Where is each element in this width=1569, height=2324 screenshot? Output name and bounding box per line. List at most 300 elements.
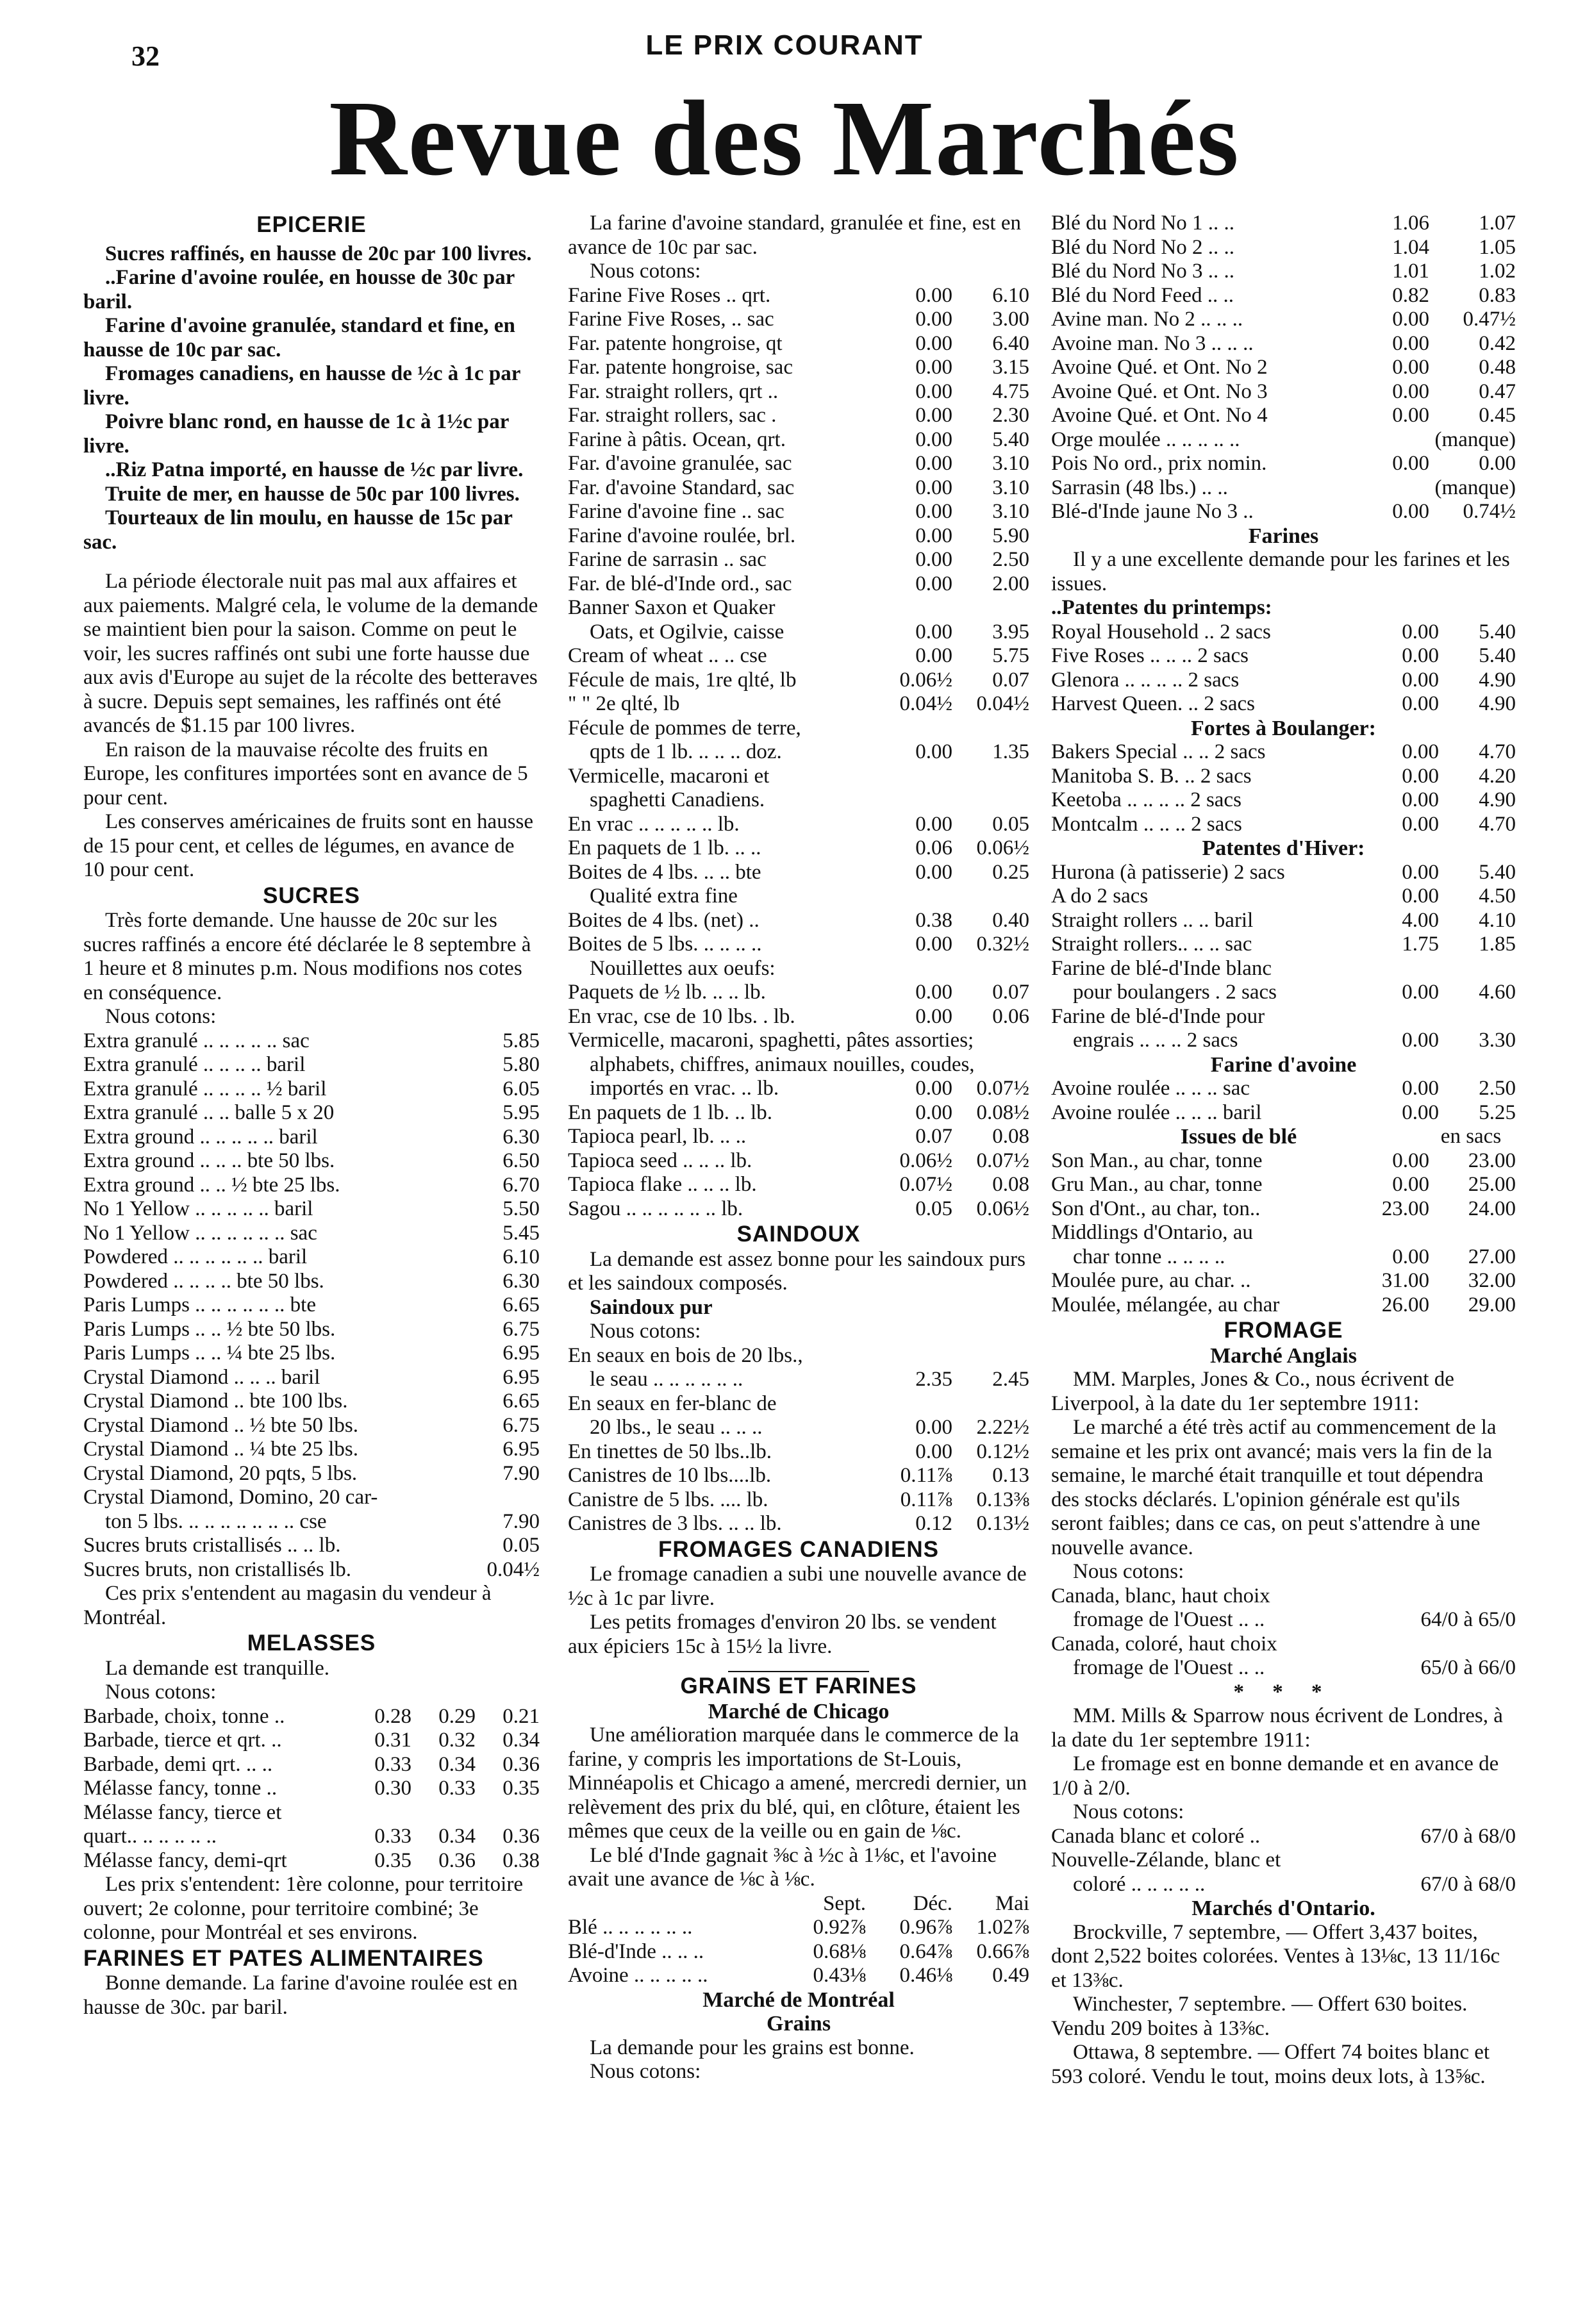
price-value: 0.13 [992, 1464, 1029, 1487]
price-label: engrais .. .. .. 2 sacs [1073, 1029, 1238, 1052]
price-value: 4.70 [1479, 812, 1516, 836]
price-row [568, 1197, 1029, 1222]
price-label: char tonne .. .. .. .. [1073, 1245, 1225, 1268]
price-value: 6.10 [992, 283, 1029, 307]
price-value: 0.00 [915, 644, 952, 667]
price-value: 0.00 [1402, 764, 1439, 788]
list-line: Banner Saxon et Quaker [568, 596, 776, 619]
price-value: 0.04½ [486, 1557, 540, 1581]
price-value: 0.00 [915, 308, 952, 331]
price-value: 0.00 [915, 933, 952, 956]
price-value: 6.50 [502, 1149, 540, 1172]
price-value: 3.95 [992, 620, 1029, 643]
price-value: 0.08½ [976, 1100, 1029, 1124]
price-value: 0.28 [374, 1704, 411, 1728]
price-row: coloré .. .. .. .. .. 67/0 à 68/0 [1073, 1872, 1516, 1896]
price-list-hiver [1051, 861, 1516, 957]
price-value: 0.00 [1392, 500, 1429, 523]
price-label: Crystal Diamond .. ½ bte 50 lbs. [83, 1413, 358, 1437]
price-value: 1.05 [1479, 235, 1516, 259]
paragraph: Bonne demande. La farine d'avoine roulée est en hausse de 30c. par baril. [83, 1971, 518, 2019]
price-value: 3.10 [992, 476, 1029, 499]
price-value: 0.07 [992, 668, 1029, 692]
price-label: Canistre de 5 lbs. .... lb. [568, 1488, 768, 1511]
price-row [568, 1440, 1029, 1465]
price-label: Sagou .. .. .. .. .. .. lb. [568, 1197, 743, 1220]
price-label: Avoine Qué. et Ont. No 3 [1051, 379, 1268, 403]
list-line: Crystal Diamond, Domino, 20 car- [83, 1486, 378, 1509]
price-value: 0.48 [1479, 356, 1516, 379]
price-label: Straight rollers.. .. .. sac [1051, 933, 1252, 956]
paragraph: La demande est tranquille. [105, 1656, 330, 1680]
price-label: Boites de 4 lbs. (net) .. [568, 908, 760, 932]
price-value: 0.21 [502, 1704, 540, 1728]
paragraph: La période électorale nuit pas mal aux affaires et aux paiements. Malgré cela, le volume de la demande se maintient bien pour la saison. Comme on peut le voir, les sucres raffinés ont subi une forte hausse due aux avis d'Europe au sujet de la récolte des betteraves à sucre. Depuis sept semaines, les raffinés ont été avancés de $1.15 par 100 livres. [83, 570, 538, 737]
price-value: 5.40 [1479, 860, 1516, 884]
price-label: Manitoba S. B. .. 2 sacs [1051, 764, 1252, 788]
price-row: fromage de l'Ouest .. .. 65/0 à 66/0 [1073, 1656, 1516, 1679]
price-value: 0.00 [1402, 1100, 1439, 1124]
paragraph: Brockville, 7 septembre, — Offert 3,437 boites, dont 2,522 boites colorées. Ventes à 13⅛c, 13 11/16c et 13⅜c. [1051, 1920, 1500, 1992]
price-list-saindoux [568, 1416, 1029, 1536]
list-line: Middlings d'Ontario, au [1051, 1221, 1253, 1244]
price-row [1051, 620, 1516, 645]
price-row [568, 692, 1029, 717]
price-label: Crystal Diamond .. bte 100 lbs. [83, 1390, 348, 1413]
price-value: 6.95 [502, 1365, 540, 1389]
price-row [568, 356, 1029, 380]
price-label: Extra granulé .. .. balle 5 x 20 [83, 1101, 335, 1124]
price-row [1051, 380, 1516, 404]
price-row [1051, 404, 1516, 428]
price-value: 5.50 [502, 1197, 540, 1220]
price-label: No 1 Yellow .. .. .. .. .. .. sac [83, 1221, 317, 1245]
price-value: 31.00 [1381, 1269, 1429, 1292]
price-value: 5.90 [992, 524, 1029, 547]
price-value: 0.35 [502, 1777, 540, 1800]
price-value: 0.00 [1392, 404, 1429, 427]
price-label: 20 lbs., le seau .. .. .. [590, 1416, 763, 1439]
news-bullet: ..Riz Patna importé, en hausse de ½c par livre. [105, 458, 524, 481]
subheading: ..Patentes du printemps: [1051, 596, 1272, 619]
price-value: 5.85 [502, 1029, 540, 1052]
price-row [1051, 1077, 1516, 1101]
price-label: Farine Five Roses .. qrt. [568, 283, 771, 307]
price-value: 0.00 [915, 620, 952, 643]
subheading-ontario: Marchés d'Ontario. [1191, 1897, 1375, 1920]
price-list-melasses [83, 1705, 540, 1801]
price-row [83, 1341, 540, 1366]
list-line: Nouillettes aux oeufs: [590, 956, 776, 980]
price-value: 2.50 [1479, 1077, 1516, 1100]
price-label: Farine de sarrasin .. sac [568, 548, 767, 571]
price-value: 0.08 [992, 1173, 1029, 1196]
price-value: 0.04½ [976, 692, 1029, 715]
price-row [568, 284, 1029, 308]
price-row [568, 1416, 1029, 1440]
price-label: A do 2 sacs [1051, 884, 1149, 908]
price-value: 0.00 [915, 331, 952, 355]
price-row [568, 836, 1029, 861]
price-row [1051, 981, 1516, 1005]
price-row [1051, 740, 1516, 765]
price-value: 24.00 [1468, 1197, 1516, 1220]
price-value: 0.00 [915, 427, 952, 451]
price-row [83, 1077, 540, 1102]
list-line: spaghetti Canadiens. [590, 788, 765, 811]
price-row [1051, 765, 1516, 789]
price-label: Far. straight rollers, sac . [568, 404, 777, 427]
price-label: Farine d'avoine fine .. sac [568, 500, 785, 523]
list-line: En seaux en fer-blanc de [568, 1391, 777, 1415]
price-value: 0.36 [502, 1825, 540, 1848]
price-row [83, 1174, 540, 1198]
price-list-bruts [83, 1534, 540, 1582]
section-heading-grains: GRAINS ET FARINES [680, 1673, 917, 1698]
price-value: (manque) [1434, 476, 1516, 499]
price-value: 0.00 [1479, 452, 1516, 475]
price-label: pour boulangers . 2 sacs [1073, 981, 1277, 1004]
price-value: 0.33 [374, 1825, 411, 1848]
price-label: Sarrasin (48 lbs.) .. .. [1051, 476, 1228, 499]
price-value: 0.00 [1402, 740, 1439, 763]
price-label: Extra ground .. .. .. .. .. baril [83, 1125, 318, 1149]
price-label: Boites de 4 lbs. .. .. bte [568, 860, 761, 884]
price-value: 1.75 [1402, 933, 1439, 956]
price-value: 0.00 [1392, 356, 1429, 379]
price-row [1051, 692, 1516, 717]
price-row [568, 1005, 1029, 1029]
price-value: 0.00 [1402, 668, 1439, 692]
price-label: Blé-d'Inde jaune No 3 .. [1051, 500, 1254, 523]
price-row: Canada blanc et coloré .. 67/0 à 68/0 [1051, 1824, 1516, 1848]
price-label: Crystal Diamond, 20 pqts, 5 lbs. [83, 1461, 358, 1485]
price-value: 2.50 [992, 548, 1029, 571]
price-row [1051, 1029, 1516, 1053]
price-value: 0.06 [992, 1004, 1029, 1028]
section-heading-sucres: SUCRES [263, 883, 360, 908]
page-title: Revue des Marchés [329, 79, 1240, 198]
price-value: 4.90 [1479, 692, 1516, 715]
price-value: 5.95 [502, 1101, 540, 1124]
price-row [568, 1125, 1029, 1149]
price-value: 4.50 [1479, 884, 1516, 908]
price-label: Crystal Diamond .. ¼ bte 25 lbs. [83, 1438, 358, 1461]
price-label: Royal Household .. 2 sacs [1051, 620, 1271, 643]
price-value: 0.25 [992, 860, 1029, 884]
nous-cotons: Nous cotons: [1073, 1800, 1184, 1823]
list-line: Farine de blé-d'Inde pour [1051, 1004, 1265, 1028]
price-value: 0.13½ [976, 1512, 1029, 1535]
section-heading-saindoux: SAINDOUX [736, 1222, 861, 1247]
paragraph: Les prix s'entendent: 1ère colonne, pour territoire ouvert; 2e colonne, pour territoire combiné; 3e colonne, pour Montréal et ses environs. [83, 1873, 523, 1944]
price-value: 0.00 [1392, 379, 1429, 403]
price-value: 4.90 [1479, 668, 1516, 692]
price-value: 0.00 [915, 452, 952, 475]
price-value: 0.47½ [1463, 308, 1516, 331]
price-value [1352, 428, 1429, 452]
price-value: 0.35 [374, 1848, 411, 1872]
price-value: 0.36 [502, 1752, 540, 1776]
price-label: Blé du Nord No 1 .. .. [1051, 212, 1234, 235]
price-value: 5.75 [992, 644, 1029, 667]
price-list-farines-2 [568, 620, 1029, 717]
price-value: 0.00 [915, 356, 952, 379]
price-label: Glenora .. .. .. .. 2 sacs [1051, 668, 1240, 692]
paragraph: En raison de la mauvaise récolte des fruits en Europe, les confitures importées sont en avance de 5 pour cent. [83, 738, 528, 809]
price-value: 0.11⅞ [900, 1464, 952, 1487]
price-row [568, 740, 1029, 765]
paragraph: MM. Mills & Sparrow nous écrivent de Londres, à la date du 1er septembre 1911: [1051, 1704, 1503, 1752]
price-row: ton 5 lbs. .. .. .. .. .. .. .. cse 7.90 [105, 1509, 540, 1533]
price-value: 0.66⅞ [976, 1939, 1029, 1963]
price-value: 6.40 [992, 331, 1029, 355]
price-value: 0.00 [1402, 981, 1439, 1004]
price-row [568, 1173, 1029, 1197]
price-row [568, 668, 1029, 693]
price-label: Sucres bruts cristallisés .. .. lb. [83, 1534, 341, 1557]
price-value: 0.68⅛ [813, 1939, 866, 1963]
price-label: Far. patente hongroise, sac [568, 356, 793, 379]
price-label: importés en vrac. .. lb. [590, 1077, 779, 1100]
price-row [1051, 452, 1516, 476]
price-row [568, 404, 1029, 428]
paragraph: MM. Marples, Jones & Co., nous écrivent de Liverpool, à la date du 1er septembre 1911: [1051, 1368, 1454, 1415]
price-value: 0.33 [438, 1777, 476, 1800]
price-row [1051, 236, 1516, 260]
price-label: Blé-d'Inde .. .. .. [568, 1939, 704, 1963]
price-label: Far. patente hongroise, qt [568, 331, 783, 355]
price-row [1051, 1269, 1516, 1293]
price-row [568, 1368, 1029, 1392]
price-value: 0.06½ [899, 1149, 952, 1172]
price-row [83, 1101, 540, 1125]
column-2 [568, 212, 1029, 2084]
price-value: 1.02⅞ [976, 1916, 1029, 1939]
price-value: 0.05 [915, 1197, 952, 1220]
separator-rule [568, 1659, 1029, 1673]
price-value: 0.32 [438, 1729, 476, 1752]
price-label: Bakers Special .. .. 2 sacs [1051, 740, 1266, 763]
price-value: 3.00 [992, 308, 1029, 331]
price-value: 0.07 [915, 1125, 952, 1148]
price-value: 4.90 [1479, 788, 1516, 811]
price-row [83, 1029, 540, 1054]
price-value: 0.92⅞ [813, 1916, 866, 1939]
price-label: Harvest Queen. .. 2 sacs [1051, 692, 1255, 715]
price-value: 0.29 [438, 1704, 476, 1728]
price-value: 0.07 [992, 981, 1029, 1004]
paragraph: La demande est assez bonne pour les saindoux purs et les saindoux composés. [568, 1247, 1025, 1295]
price-row [568, 933, 1029, 957]
price-value: 0.49 [992, 1964, 1029, 1987]
price-value: 0.07½ [899, 1173, 952, 1196]
price-row [1051, 260, 1516, 284]
price-row [568, 861, 1029, 885]
price-value: 4.00 [1402, 908, 1439, 932]
price-value: 32.00 [1468, 1269, 1516, 1292]
price-value: 0.46⅛ [899, 1964, 952, 1987]
price-value: 4.20 [1479, 764, 1516, 788]
price-row [568, 644, 1029, 668]
news-bullet: ..Farine d'avoine roulée, en housse de 30c par baril. [83, 266, 515, 313]
price-value: 0.38 [915, 908, 952, 932]
price-value: 6.65 [502, 1390, 540, 1413]
price-value: 0.00 [1402, 860, 1439, 884]
price-label: Paris Lumps .. .. ½ bte 50 lbs. [83, 1317, 336, 1341]
price-row [568, 981, 1029, 1005]
price-row [83, 1197, 540, 1222]
subheading-fortes: Fortes à Boulanger: [1191, 716, 1376, 740]
paragraph: Le fromage est en bonne demande et en avance de 1/0 à 2/0. [1051, 1752, 1499, 1800]
running-head: LE PRIX COURANT [645, 29, 924, 61]
price-value: 0.43⅛ [813, 1964, 866, 1987]
price-value: 3.30 [1479, 1029, 1516, 1052]
paragraph: La demande pour les grains est bonne. [590, 2036, 915, 2059]
price-label: Pois No ord., prix nomin. [1051, 452, 1267, 475]
price-row [1051, 332, 1516, 356]
price-value: 6.65 [502, 1293, 540, 1316]
price-value: 0.00 [1392, 308, 1429, 331]
price-row [1051, 981, 1516, 1005]
price-row [568, 308, 1029, 332]
price-value: 0.34 [438, 1752, 476, 1776]
price-value: 5.40 [1479, 620, 1516, 643]
price-row [568, 909, 1029, 933]
price-value: 23.00 [1381, 1197, 1429, 1220]
paragraph: Winchester, 7 septembre. — Offert 630 boites. Vendu 209 boites à 13⅜c. [1051, 1993, 1468, 2040]
price-row [83, 1825, 540, 1849]
price-label: Far. d'avoine Standard, sac [568, 476, 795, 499]
price-value: 0.31 [374, 1729, 411, 1752]
price-label: En paquets de 1 lb. .. lb. [568, 1100, 772, 1124]
price-value: 0.00 [915, 283, 952, 307]
price-label: Mélasse fancy, tonne .. [83, 1777, 278, 1800]
price-value: 0.06 [915, 836, 952, 859]
news-bullet: Truite de mer, en hausse de 50c par 100 livres. [105, 482, 520, 506]
price-list-issues-2 [1051, 1245, 1516, 1318]
price-row [83, 1414, 540, 1438]
price-value: 5.40 [1479, 644, 1516, 667]
price-row [1051, 1173, 1516, 1197]
price-value: 4.70 [1479, 740, 1516, 763]
price-value: 0.00 [915, 1077, 952, 1100]
price-row [568, 500, 1029, 524]
column-3 [1051, 212, 1516, 2089]
price-value: 0.96⅞ [899, 1916, 952, 1939]
nous-cotons: Nous cotons: [590, 2060, 701, 2083]
list-line: Fécule de pommes de terre, [568, 716, 801, 740]
price-label: En vrac, cse de 10 lbs. . lb. [568, 1004, 795, 1028]
price-row [1051, 1029, 1516, 1053]
price-label: Extra granulé .. .. .. .. baril [83, 1053, 306, 1076]
price-value: 0.82 [1392, 283, 1429, 307]
chicago-column-headers: Sept. Déc. Mai [823, 1891, 1029, 1915]
price-row [83, 1366, 540, 1390]
price-row [568, 524, 1029, 549]
price-row [568, 548, 1029, 572]
nous-cotons: Nous cotons: [590, 260, 701, 283]
price-value: 0.00 [1402, 1077, 1439, 1100]
price-row [83, 1245, 540, 1270]
list-line: Canada, coloré, haut choix [1051, 1632, 1277, 1656]
price-value: 0.06½ [899, 668, 952, 692]
price-label: Montcalm .. .. .. 2 sacs [1051, 812, 1242, 836]
price-label: Powdered .. .. .. .. .. .. baril [83, 1245, 308, 1268]
price-value: 1.07 [1479, 212, 1516, 235]
price-label: Hurona (à patisserie) 2 sacs [1051, 860, 1285, 884]
price-row [83, 1558, 540, 1582]
news-bullet: Poivre blanc rond, en hausse de 1c à 1½c par livre. [83, 410, 509, 458]
price-row [83, 1753, 540, 1777]
price-value: 0.45 [1479, 404, 1516, 427]
nous-cotons: Nous cotons: [105, 1681, 217, 1704]
price-value: 0.00 [1402, 644, 1439, 667]
price-row [1051, 212, 1516, 236]
price-row [1051, 884, 1516, 909]
price-row [568, 1149, 1029, 1174]
price-value: 6.95 [502, 1438, 540, 1461]
price-value: 0.00 [915, 860, 952, 884]
price-label: qpts de 1 lb. .. .. .. doz. [590, 740, 782, 763]
price-label: " " 2e qlté, lb [568, 692, 680, 715]
price-value: 0.32½ [976, 933, 1029, 956]
price-row [1051, 909, 1516, 933]
price-row [1051, 788, 1516, 813]
price-value: 6.05 [502, 1077, 540, 1100]
price-label: Orge moulée .. .. .. .. .. [1051, 427, 1240, 451]
price-label: En tinettes de 50 lbs..lb. [568, 1440, 772, 1463]
nous-cotons: Nous cotons: [590, 1320, 701, 1343]
price-value: 0.08 [992, 1125, 1029, 1148]
price-list-avoine [1051, 1077, 1516, 1125]
price-value: 0.00 [1392, 1149, 1429, 1172]
price-label: Farine Five Roses, .. sac [568, 308, 774, 331]
price-value: 0.06½ [976, 836, 1029, 859]
price-value: 0.00 [1402, 692, 1439, 715]
paragraph: Ottawa, 8 septembre. — Offert 74 boites blanc et 593 coloré. Vendu le tout, moins deux lots, à 13⅝c. [1051, 2041, 1490, 2088]
section-heading-melasses: MELASSES [247, 1631, 376, 1656]
news-bullet: Tourteaux de lin moulu, en hausse de 15c par sac. [83, 506, 513, 554]
price-label: Barbade, tierce et qrt. .. [83, 1729, 282, 1752]
price-value: 0.00 [915, 1440, 952, 1463]
price-label: En paquets de 1 lb. .. .. [568, 836, 761, 859]
price-label: Avoine man. No 3 .. .. .. [1051, 331, 1254, 355]
issues-heading-row: Issues de blé en sacs [1180, 1125, 1502, 1149]
price-label: Far. straight rollers, qrt .. [568, 379, 779, 403]
price-list-pates-3 [568, 981, 1029, 1029]
price-label: Avoine roulée .. .. .. sac [1051, 1077, 1250, 1100]
price-label: Barbade, choix, tonne .. [83, 1704, 285, 1728]
price-row [1051, 356, 1516, 380]
paragraph: Le blé d'Inde gagnait ⅜c à ½c à 1⅛c, et l'avoine avait une avance de ⅛c à ⅛c. [568, 1843, 997, 1891]
price-label: Blé du Nord Feed .. .. [1051, 283, 1234, 307]
price-label: Son Man., au char, tonne [1051, 1149, 1263, 1172]
price-list-farines [568, 284, 1029, 597]
price-label: Moulée pure, au char. .. [1051, 1269, 1251, 1292]
price-list-fortes [1051, 740, 1516, 836]
list-line: Farine de blé-d'Inde blanc [1051, 956, 1272, 980]
price-row [83, 1149, 540, 1174]
price-value: 1.35 [992, 740, 1029, 763]
section-heading-farines: FARINES ET PATES ALIMENTAIRES [83, 1945, 484, 1971]
price-list-patentes [1051, 620, 1516, 717]
price-label: No 1 Yellow .. .. .. .. .. baril [83, 1197, 313, 1220]
price-value [1352, 476, 1429, 501]
subheading-chicago: Marché de Chicago [708, 1699, 890, 1723]
price-value: 5.45 [502, 1221, 540, 1245]
price-value: 6.70 [502, 1173, 540, 1197]
